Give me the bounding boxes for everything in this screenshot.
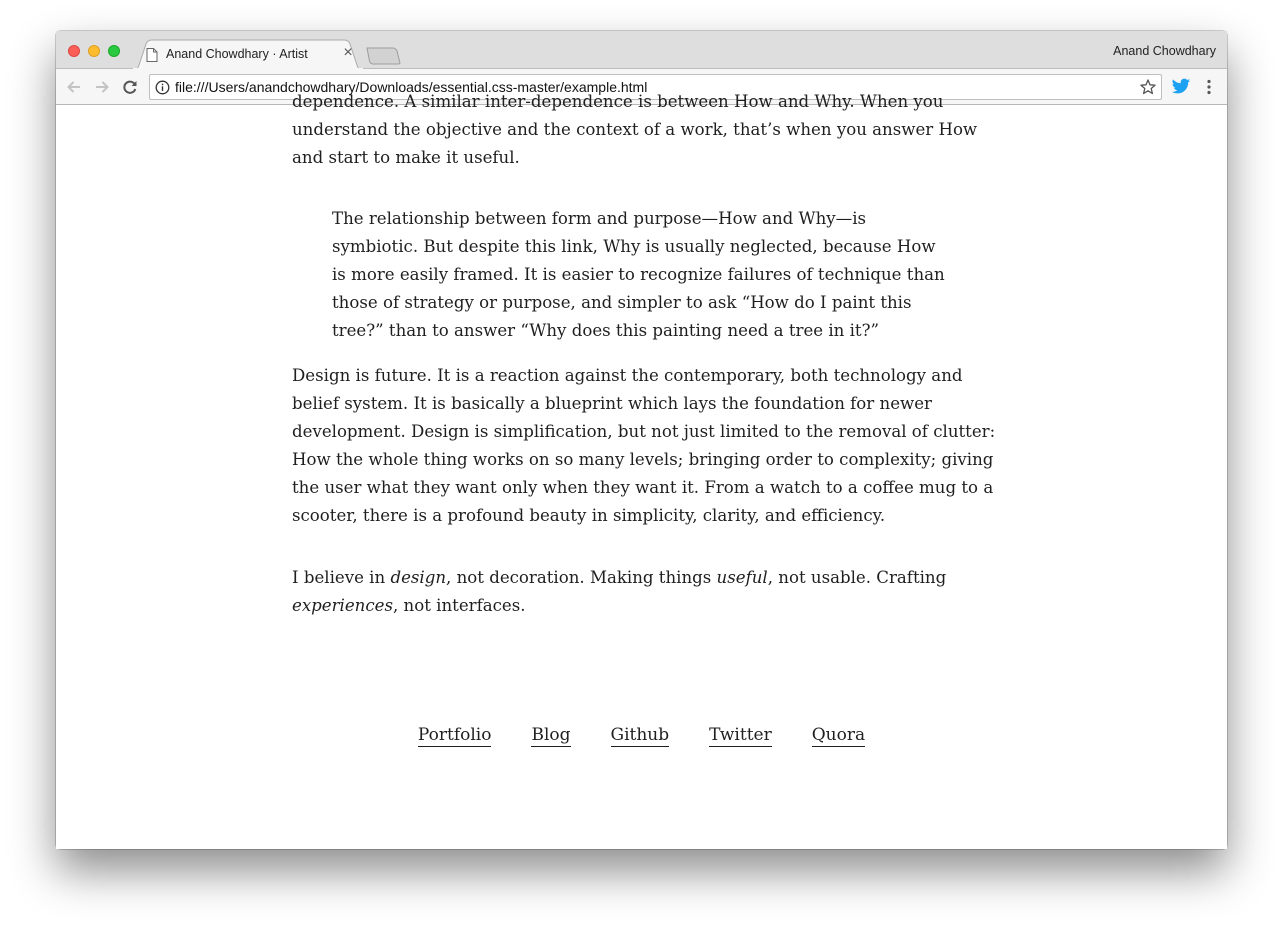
- blockquote: The relationship between form and purpose—How and Why—is symbiotic. But despite this link, Why is usually neglected, because How is more easily framed. It is easier to recognize failures of technique than those of strategy or purpose, and simpler to ask “How do I paint this tree?” than to answer “Why does this painting need a tree in it?”: [332, 209, 945, 340]
- twitter-extension-icon[interactable]: [1171, 78, 1191, 96]
- title-bar: [56, 31, 1227, 69]
- footer-nav: [56, 723, 1227, 747]
- kebab-menu-icon[interactable]: [1201, 78, 1217, 96]
- bookmark-star-icon[interactable]: [1139, 78, 1157, 96]
- belief-text-1: I believe in: [292, 568, 391, 587]
- footer-link-github[interactable]: Github: [610, 725, 670, 745]
- page-content: [56, 92, 1227, 849]
- reload-icon[interactable]: [121, 78, 139, 96]
- new-tab-button[interactable]: [366, 47, 402, 65]
- info-icon[interactable]: [155, 80, 170, 95]
- belief-text-3: , not usable. Crafting: [767, 568, 947, 587]
- window-maximize-button[interactable]: [108, 45, 120, 57]
- browser-tab-active[interactable]: [132, 40, 364, 70]
- browser-window: [56, 31, 1227, 849]
- belief-text-4: , not interfaces.: [393, 596, 526, 615]
- back-arrow-icon[interactable]: [65, 78, 83, 96]
- paragraph-design: Design is future. It is a reaction against the contemporary, both technology and belief system. It is basically a blueprint which lays the foundation for newer development. Design is simplification, but not just limited to the removal of clutter: How the whole thing works on so many levels; bringing order to complexity; giving the user what they want only when they want it. From a watch to a coffee mug to a scooter, there is a profound beauty in simplicity, clarity, and efficiency.: [292, 366, 996, 525]
- paragraph-intro-partial: dependence. A similar inter-dependence is between How and Why. When you understand the objective and the context of a work, that’s when you answer How and start to make it useful.: [292, 92, 978, 167]
- window-minimize-button[interactable]: [88, 45, 100, 57]
- forward-arrow-icon[interactable]: [93, 78, 111, 96]
- footer-link-portfolio[interactable]: Portfolio: [417, 725, 492, 745]
- tab-title: Anand Chowdhary · Artist: [166, 47, 308, 61]
- tab-close-icon[interactable]: ×: [343, 44, 353, 61]
- belief-text-2: , not decoration. Making things: [446, 568, 717, 587]
- profile-name[interactable]: Anand Chowdhary: [1113, 44, 1216, 58]
- belief-emphasis-experiences: experiences: [292, 596, 393, 615]
- footer-link-twitter[interactable]: Twitter: [709, 725, 772, 745]
- belief-emphasis-design: design: [390, 568, 447, 587]
- paragraph-belief: [292, 564, 997, 620]
- belief-emphasis-useful: useful: [716, 568, 768, 587]
- window-close-button[interactable]: [68, 45, 80, 57]
- footer-link-blog[interactable]: Blog: [531, 725, 571, 745]
- footer-link-quora[interactable]: Quora: [811, 725, 866, 745]
- page-icon: [146, 48, 158, 62]
